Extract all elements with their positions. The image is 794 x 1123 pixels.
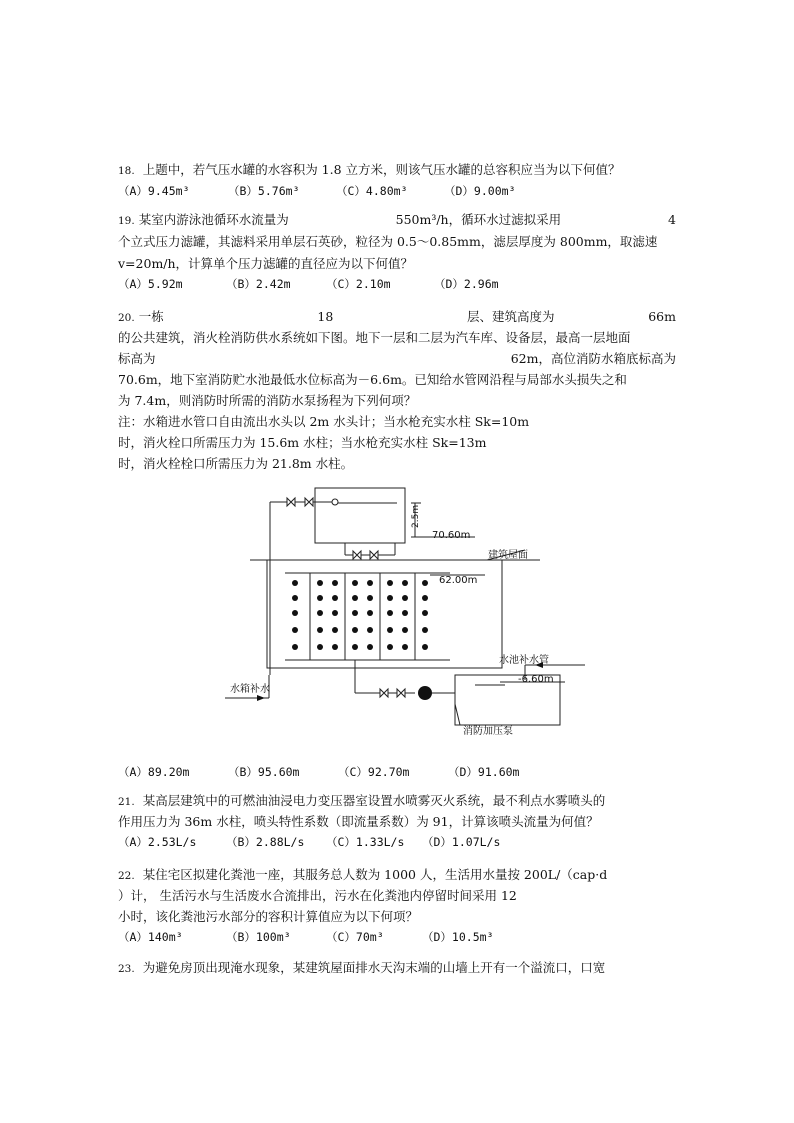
pump-icon	[418, 686, 432, 700]
q20-line1-c: 层、建筑高度为	[467, 309, 555, 324]
q18-option-b: （B）5.76m³	[228, 184, 300, 198]
q20-note2: 时，消火栓口所需压力为 15.6m 水柱；当水枪充实水柱 Sk=13m	[118, 435, 487, 450]
q23-line1	[118, 959, 605, 978]
q21-option-a: （A）2.53L/s	[118, 835, 197, 849]
q20-line1-a: 一栋	[138, 309, 164, 324]
q22-option-a: （A）140m³	[118, 930, 183, 944]
q22-options	[118, 929, 493, 946]
q22-number: 22.	[118, 870, 135, 882]
q21-option-c: （C）1.33L/s	[326, 835, 405, 849]
q23-number: 23.	[118, 963, 135, 975]
q21-option-b: （B）2.88L/s	[226, 835, 305, 849]
label-pool-inlet: 水池补水管	[499, 655, 549, 666]
q21-line2: 作用压力为 36m 水柱，喷头特性系数（即流量系数）为 91，计算该喷头流量为何值？	[118, 814, 599, 829]
q19-line1-b: 550m³/h，循环水过滤拟采用	[395, 212, 562, 227]
q20-line1-b: 18	[317, 309, 334, 324]
q21-number: 21.	[118, 796, 135, 808]
q22-text: 某住宅区拟建化粪池一座，其服务总人数为 1000 人，生活用水量按 200L/（cap·d	[142, 867, 608, 882]
q22-line1	[118, 866, 607, 885]
q19-option-a: （A）5.92m	[118, 277, 183, 291]
q18-text: 上题中，若气压水罐的水容积为 1.8 立方米，则该气压水罐的总容积应当为以下何值？	[142, 162, 621, 177]
q21-option-d: （D）1.07L/s	[422, 835, 501, 849]
q21-options	[118, 834, 500, 851]
q22-line2: ）计， 生活污水与生活废水合流排出，污水在化粪池内停留时间采用 12	[118, 888, 517, 903]
q21-text: 某高层建筑中的可燃油油浸电力变压器室设置水喷雾灭火系统，最不利点水雾喷头的	[142, 793, 606, 808]
fire-hydrant-system-diagram	[225, 480, 605, 745]
label-roof: 建筑屋面	[488, 550, 528, 561]
q19-line1-a: 某室内游泳池循环水流量为	[138, 212, 289, 227]
q20-note3: 时，消火栓栓口所需压力为 21.8m 水柱。	[118, 456, 354, 471]
q19-option-d: （D）2.96m	[434, 277, 499, 291]
q20-option-d: （D）91.60m	[448, 765, 520, 779]
label-minus-6-60m: -6.60m	[518, 674, 554, 685]
q19-line2: 个立式压力滤罐，其滤料采用单层石英砂，粒径为 0.5～0.85mm，滤层厚度为 800mm，取滤速	[118, 234, 658, 249]
q20-option-b: （B）95.60m	[228, 765, 300, 779]
q20-line1-d: 66m	[648, 309, 676, 324]
high-water-tank	[315, 488, 405, 543]
q20-option-a: （A）89.20m	[118, 765, 190, 779]
q20-line3-a: 标高为	[118, 351, 156, 366]
q19-option-c: （C）2.10m	[326, 277, 391, 291]
q22-option-b: （B）100m³	[226, 930, 291, 944]
q22-option-d: （D）10.5m³	[422, 930, 494, 944]
label-62-00m: 62.00m	[439, 575, 478, 586]
q18-number: 18.	[118, 165, 135, 177]
q20-line1	[118, 308, 676, 327]
q20-option-c: （C）92.70m	[338, 765, 410, 779]
q18-option-c: （C）4.80m³	[336, 184, 408, 198]
q19-number: 19.	[118, 215, 135, 227]
label-tank-inlet: 水箱补水	[230, 684, 270, 695]
label-2-5m: 2.5m	[411, 504, 421, 528]
q18-option-a: （A）9.45m³	[118, 184, 190, 198]
label-70-60m: 70.60m	[432, 530, 471, 541]
q20-line4: 70.6m，地下室消防贮水池最低水位标高为－6.6m。已知给水管网沿程与局部水头损失之和	[118, 372, 627, 387]
q20-number: 20.	[118, 312, 135, 324]
q23-text: 为避免房顶出现淹水现象，某建筑屋面排水天沟末端的山墙上开有一个溢流口，口宽	[142, 960, 606, 975]
q20-line3-b: 62m，高位消防水箱底标高为	[510, 351, 676, 366]
q20-line5: 为 7.4m，则消防时所需的消防水泵扬程为下列何项？	[118, 393, 417, 408]
q18-question	[118, 161, 621, 180]
q18-options	[118, 183, 515, 200]
q22-option-c: （C）70m³	[326, 930, 384, 944]
q20-note1: 注：水箱进水管口自由流出水头以 2m 水头计；当水枪充实水柱 Sk=10m	[118, 414, 530, 429]
q19-line3: v=20m/h，计算单个压力滤罐的直径应为以下何值？	[118, 256, 414, 271]
q19-options	[118, 276, 499, 293]
q18-option-d: （D）9.00m³	[444, 184, 516, 198]
q22-line3: 小时，该化粪池污水部分的容积计算值应为以下何项？	[118, 909, 419, 924]
label-pump: 消防加压泵	[463, 726, 513, 737]
q20-line3	[118, 350, 676, 367]
q20-line2: 的公共建筑，消火栓消防供水系统如下图。地下一层和二层为汽车库、设备层，最高一层地面	[118, 330, 631, 345]
q19-line1-c: 4	[668, 212, 676, 227]
q20-options	[118, 764, 519, 781]
q21-line1	[118, 792, 605, 811]
hydrant-grid	[292, 580, 428, 650]
q19-option-b: （B）2.42m	[226, 277, 291, 291]
q19-line1	[118, 211, 676, 230]
